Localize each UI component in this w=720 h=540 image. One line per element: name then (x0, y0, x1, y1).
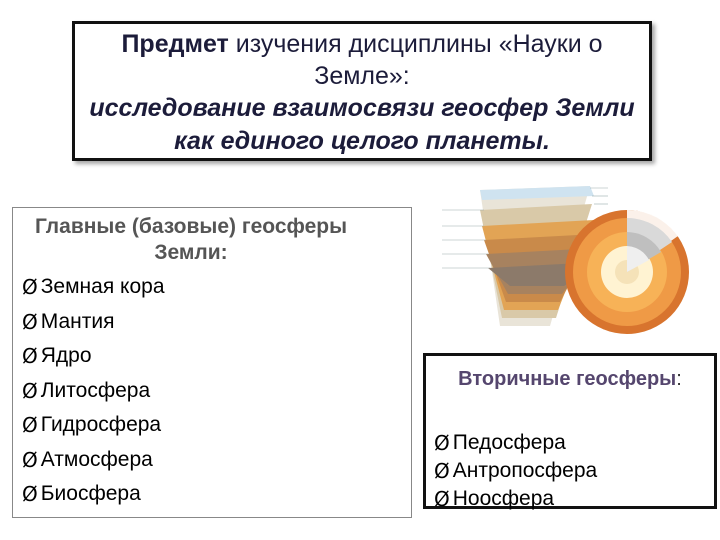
list-item-label: Биосфера (40, 482, 141, 505)
list-item (22, 374, 411, 409)
arrow-bullet-icon: Ø (434, 431, 450, 455)
list-item (22, 305, 411, 340)
list-item (434, 457, 714, 485)
title-emphasis: исследование взаимосвязи геосфер Земли как единого целого планеты. (89, 94, 635, 155)
title-lead: Предмет (121, 30, 229, 58)
list-item (22, 339, 411, 374)
arrow-bullet-icon: Ø (434, 459, 450, 483)
main-list (13, 270, 411, 512)
earth-sphere (565, 210, 689, 334)
list-item (434, 485, 714, 513)
arrow-bullet-icon: Ø (22, 413, 38, 437)
list-item-label: Земная кора (40, 275, 165, 298)
title-rest: изучения дисциплины «Науки о Земле»: (228, 30, 603, 90)
main-geospheres-box (12, 207, 412, 518)
arrow-bullet-icon: Ø (22, 447, 38, 472)
list-item-label: Педосфера (452, 431, 566, 454)
main-heading: Главные (базовые) геосферы Земли: (34, 215, 348, 264)
list-item (22, 443, 411, 478)
earth-layers-diagram (440, 176, 702, 338)
secondary-title-label: Вторичные геосферы (458, 368, 677, 390)
arrow-bullet-icon: Ø (22, 309, 38, 334)
arrow-bullet-icon: Ø (22, 344, 38, 368)
title-text (75, 28, 649, 92)
secondary-geospheres-box (423, 353, 717, 509)
list-item (22, 477, 411, 512)
arrow-bullet-icon: Ø (22, 378, 38, 403)
list-item-label: Атмосфера (40, 447, 153, 471)
list-item-label: Мантия (40, 309, 115, 333)
list-item-label: Ядро (40, 344, 92, 367)
arrow-bullet-icon: Ø (434, 487, 450, 511)
secondary-list (426, 429, 714, 513)
secondary-title (426, 368, 714, 391)
list-item (22, 408, 411, 443)
list-item-label: Ноосфера (452, 487, 555, 510)
list-item-label: Литосфера (40, 378, 151, 402)
list-item (22, 270, 411, 305)
title-box (72, 21, 652, 161)
secondary-title-colon: : (676, 368, 682, 390)
list-item (434, 429, 714, 457)
arrow-bullet-icon: Ø (22, 275, 38, 299)
list-item-label: Антропосфера (452, 459, 598, 482)
arrow-bullet-icon: Ø (22, 482, 38, 506)
list-item-label: Гидросфера (40, 413, 162, 436)
